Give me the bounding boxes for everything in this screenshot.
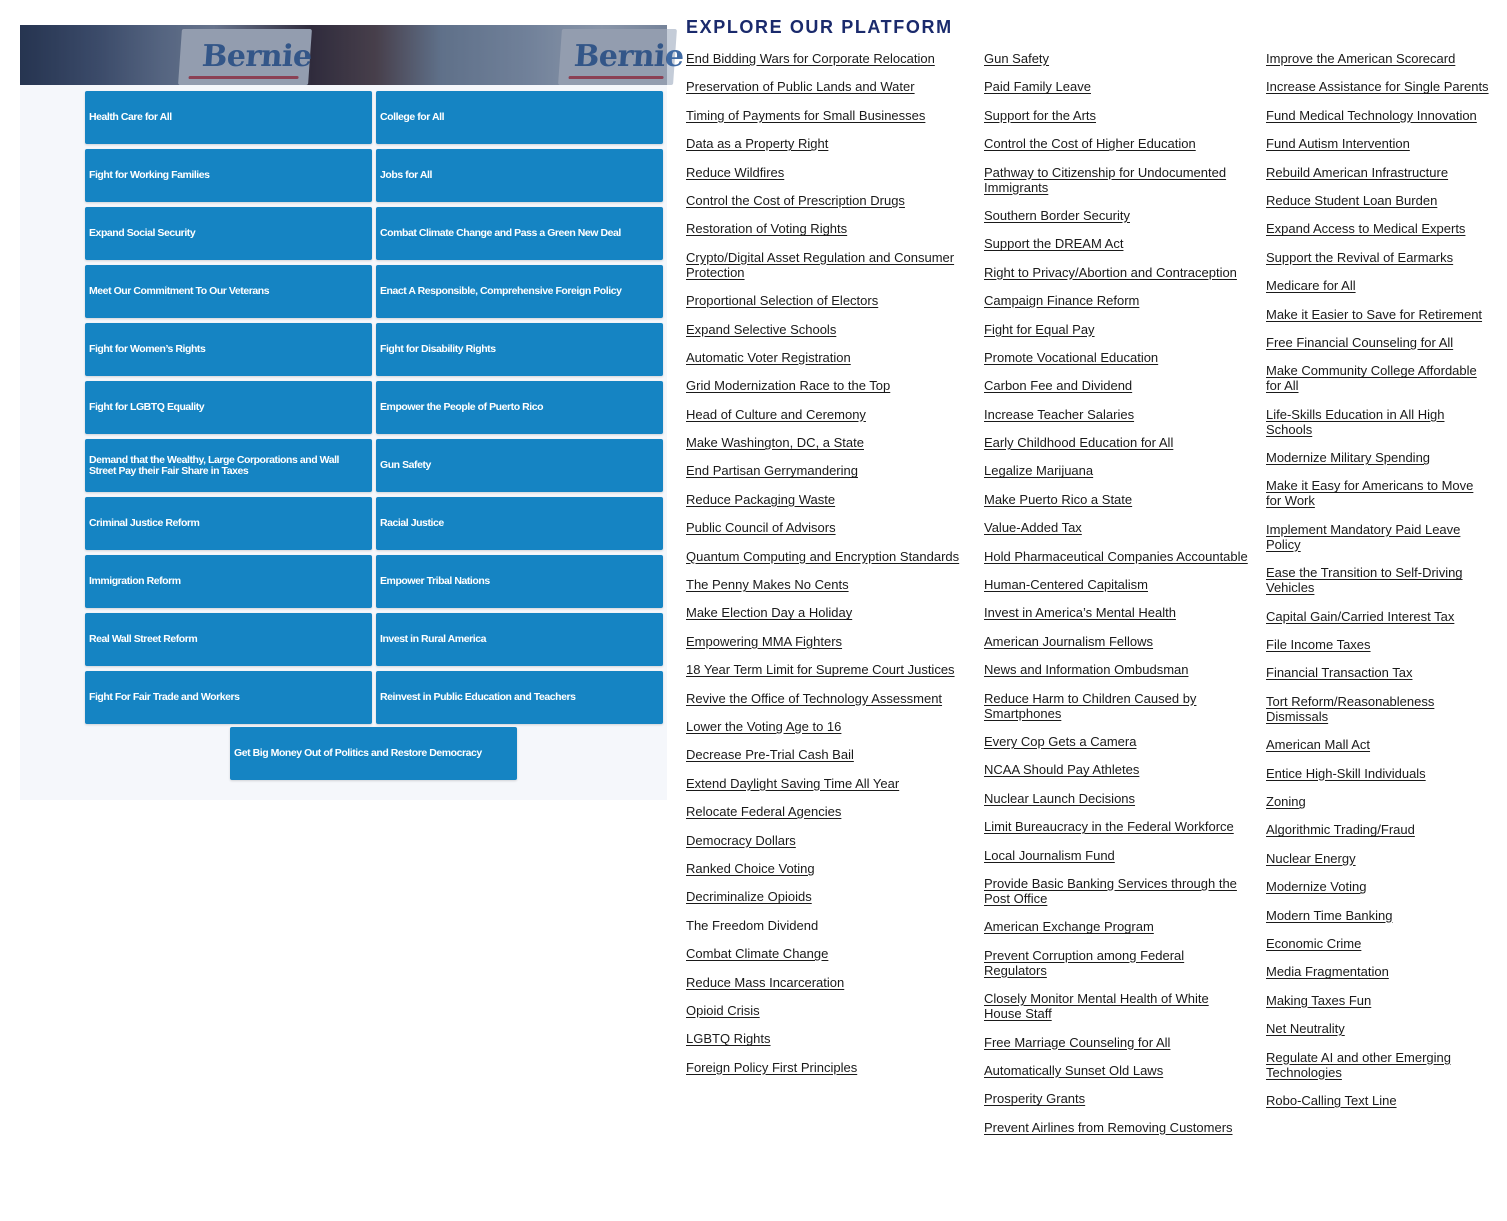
platform-link[interactable]: LGBTQ Rights [686,1031,771,1047]
platform-link[interactable]: Regulate AI and other Emerging Technologies [1266,1049,1452,1080]
platform-link[interactable]: Make it Easier to Save for Retirement [1266,306,1483,322]
platform-link[interactable]: NCAA Should Pay Athletes [984,762,1140,778]
platform-link[interactable]: Public Council of Advisors [686,520,836,536]
platform-link[interactable]: Zoning [1266,793,1306,809]
platform-link[interactable]: Closely Monitor Mental Health of White House Staff [984,991,1209,1022]
platform-link[interactable]: Expand Selective Schools [686,321,837,337]
platform-link[interactable]: Crypto/Digital Asset Regulation and Consumer Protection [686,249,955,280]
platform-link[interactable]: Revive the Office of Technology Assessment [686,690,943,706]
platform-link[interactable]: Life-Skills Education in All High Schools [1266,406,1445,437]
platform-link[interactable]: American Mall Act [1266,737,1371,753]
issue-tile[interactable]: Get Big Money Out of Politics and Restore Democracy [230,727,517,780]
platform-link[interactable]: Grid Modernization Race to the Top [686,378,891,394]
platform-heading: EXPLORE OUR PLATFORM [686,17,953,37]
platform-link[interactable]: Make it Easy for Americans to Move for Work [1266,478,1474,509]
platform-link[interactable]: Reduce Packaging Waste [686,491,836,507]
platform-link[interactable]: Free Financial Counseling for All [1266,334,1454,350]
platform-link[interactable]: Promote Vocational Education [984,349,1159,365]
platform-link[interactable]: Reduce Mass Incarceration [686,974,845,990]
platform-link[interactable]: Pathway to Citizenship for Undocumented Immigrants [984,164,1227,195]
issue-tile-grid [85,91,663,724]
platform-link[interactable]: Make Election Day a Holiday [686,605,853,621]
platform-link[interactable]: Net Neutrality [1266,1021,1345,1037]
issue-tile[interactable]: College for All [376,91,663,144]
sign-text: Bernie [572,39,685,74]
platform-link[interactable]: Ranked Choice Voting [686,860,815,876]
issue-tile[interactable]: Racial Justice [376,497,663,550]
issue-tile[interactable]: Immigration Reform [85,555,372,608]
platform-column-2 [984,51,1249,1148]
platform-link[interactable]: Foreign Policy First Principles [686,1059,858,1075]
issue-tile[interactable]: Enact A Responsible, Comprehensive Foreign Policy [376,265,663,318]
issue-tile[interactable]: Fight For Fair Trade and Workers [85,671,372,724]
issue-tile[interactable]: Real Wall Street Reform [85,613,372,666]
issue-tile[interactable]: Invest in Rural America [376,613,663,666]
platform-link[interactable]: Implement Mandatory Paid Leave Policy [1266,521,1461,552]
platform-link[interactable]: End Bidding Wars for Corporate Relocation [686,51,935,66]
issue-tile[interactable]: Meet Our Commitment To Our Veterans [85,265,372,318]
issue-tile[interactable]: Reinvest in Public Education and Teachers [376,671,663,724]
platform-link[interactable]: Human-Centered Capitalism [984,577,1149,593]
issue-tile[interactable]: Fight for LGBTQ Equality [85,381,372,434]
platform-link[interactable]: Preservation of Public Lands and Water [686,79,915,95]
platform-link[interactable]: Expand Access to Medical Experts [1266,221,1466,237]
issues-panel [20,25,685,800]
platform-link[interactable]: Making Taxes Fun [1266,992,1372,1008]
platform-link[interactable]: Invest in America’s Mental Health [984,605,1176,621]
platform-link[interactable]: Head of Culture and Ceremony [686,406,866,422]
platform-link[interactable]: Nuclear Energy [1266,850,1356,866]
platform-link[interactable]: Financial Transaction Tax [1266,665,1413,681]
issue-tile[interactable]: Fight for Disability Rights [376,323,663,376]
platform-link[interactable]: Quantum Computing and Encryption Standards [686,548,960,564]
platform-link[interactable]: Automatically Sunset Old Laws [984,1062,1164,1078]
platform-link[interactable]: Fight for Equal Pay [984,321,1095,337]
platform-link[interactable]: Opioid Crisis [686,1002,760,1018]
platform-link[interactable]: Hold Pharmaceutical Companies Accountable [984,548,1248,564]
platform-link[interactable]: Limit Bureaucracy in the Federal Workforce [984,819,1234,835]
platform-link[interactable]: Improve the American Scorecard [1266,51,1456,66]
platform-link[interactable]: Increase Teacher Salaries [984,406,1135,422]
platform-link[interactable]: Data as a Property Right [686,136,829,152]
platform-link[interactable]: Modernize Military Spending [1266,450,1431,466]
platform-link[interactable]: Combat Climate Change [686,946,829,962]
platform-link[interactable]: Fund Autism Intervention [1266,136,1410,152]
platform-link[interactable]: American Journalism Fellows [984,633,1154,649]
issue-tile[interactable]: Jobs for All [376,149,663,202]
platform-link[interactable]: Entice High-Skill Individuals [1266,765,1426,781]
platform-link[interactable]: Timing of Payments for Small Businesses [686,107,926,123]
platform-link[interactable]: Nuclear Launch Decisions [984,790,1136,806]
platform-link[interactable]: Prevent Corruption among Federal Regulators [984,947,1185,978]
hero-image [20,25,685,85]
issue-tile[interactable]: Demand that the Wealthy, Large Corporations and Wall Street Pay their Fair Share in Taxes [85,439,372,492]
issue-tile[interactable]: Health Care for All [85,91,372,144]
platform-link[interactable]: Proportional Selection of Electors [686,293,879,309]
platform-link[interactable]: Local Journalism Fund [984,847,1115,863]
issue-tile[interactable]: Empower the People of Puerto Rico [376,381,663,434]
sign-text: Bernie [200,39,313,74]
issue-tile[interactable]: Expand Social Security [85,207,372,260]
issue-tile[interactable]: Combat Climate Change and Pass a Green New Deal [376,207,663,260]
platform-link[interactable]: Control the Cost of Higher Education [984,136,1196,152]
issue-tile[interactable]: Empower Tribal Nations [376,555,663,608]
platform-link[interactable]: Decrease Pre-Trial Cash Bail [686,747,854,763]
platform-link[interactable]: Extend Daylight Saving Time All Year [686,775,900,791]
platform-link[interactable]: Prevent Airlines from Removing Customers [984,1119,1233,1135]
platform-link[interactable]: Free Marriage Counseling for All [984,1034,1171,1050]
platform-link[interactable]: Carbon Fee and Dividend [984,378,1133,394]
platform-link[interactable]: Support the Revival of Earmarks [1266,249,1454,265]
platform-text: The Freedom Dividend [686,917,819,933]
platform-link[interactable]: Decriminalize Opioids [686,889,812,905]
hero-overlay [20,25,667,85]
platform-link[interactable]: Lower the Voting Age to 16 [686,718,842,734]
issue-tile[interactable]: Gun Safety [376,439,663,492]
platform-link[interactable]: Restoration of Voting Rights [686,221,848,237]
platform-link[interactable]: Paid Family Leave [984,79,1091,95]
platform-link[interactable]: Support for the Arts [984,107,1097,123]
platform-link[interactable]: Automatic Voter Registration [686,349,851,365]
platform-link[interactable]: File Income Taxes [1266,637,1371,653]
platform-link[interactable]: Democracy Dollars [686,832,796,848]
platform-link[interactable]: Make Community College Affordable for All [1266,363,1477,394]
platform-column-3 [1266,51,1491,1121]
platform-link[interactable]: Southern Border Security [984,207,1130,223]
platform-link[interactable]: Empowering MMA Fighters [686,633,843,649]
platform-column-1 [686,51,966,1088]
platform-link[interactable]: Provide Basic Banking Services through the Post Office [984,875,1237,906]
platform-link[interactable]: Early Childhood Education for All [984,435,1174,451]
issue-tile[interactable]: Criminal Justice Reform [85,497,372,550]
platform-link[interactable]: Reduce Wildfires [686,164,785,180]
platform-link[interactable]: Legalize Marijuana [984,463,1094,479]
platform-link[interactable]: Economic Crime [1266,935,1362,951]
platform-link[interactable]: Make Washington, DC, a State [686,435,864,451]
platform-link[interactable]: Rebuild American Infrastructure [1266,164,1449,180]
platform-link[interactable]: The Penny Makes No Cents [686,577,849,593]
issue-tile[interactable]: Fight for Working Families [85,149,372,202]
platform-link[interactable]: News and Information Ombudsman [984,662,1189,678]
platform-link[interactable]: Reduce Harm to Children Caused by Smartphones [984,690,1197,721]
platform-link[interactable]: Tort Reform/Reasonableness Dismissals [1266,693,1435,724]
platform-link[interactable]: Prosperity Grants [984,1091,1086,1107]
platform-link[interactable]: Value-Added Tax [984,520,1082,536]
platform-link[interactable]: 18 Year Term Limit for Supreme Court Justices [686,662,955,678]
platform-link[interactable]: Gun Safety [984,51,1050,66]
platform-link[interactable]: Modernize Voting [1266,879,1367,895]
platform-link[interactable]: Right to Privacy/Abortion and Contraception [984,264,1237,280]
platform-link[interactable]: End Partisan Gerrymandering [686,463,858,479]
platform-link[interactable]: Reduce Student Loan Burden [1266,192,1438,208]
platform-link[interactable]: Capital Gain/Carried Interest Tax [1266,608,1455,624]
platform-link[interactable]: Every Cop Gets a Camera [984,733,1137,749]
platform-link[interactable]: Algorithmic Trading/Fraud [1266,822,1415,838]
platform-link[interactable]: Robo-Calling Text Line [1266,1092,1397,1108]
platform-link[interactable]: Campaign Finance Reform [984,293,1140,309]
platform-link[interactable]: Support the DREAM Act [984,236,1124,252]
platform-link[interactable]: Relocate Federal Agencies [686,804,842,820]
platform-link[interactable]: American Exchange Program [984,919,1154,935]
platform-link[interactable]: Control the Cost of Prescription Drugs [686,192,905,208]
platform-link[interactable]: Modern Time Banking [1266,907,1393,923]
platform-link[interactable]: Ease the Transition to Self-Driving Vehicles [1266,565,1463,596]
platform-link[interactable]: Make Puerto Rico a State [984,491,1133,507]
issue-tile[interactable]: Fight for Women’s Rights [85,323,372,376]
platform-link[interactable]: Medicare for All [1266,278,1356,294]
platform-link[interactable]: Media Fragmentation [1266,964,1389,980]
platform-link[interactable]: Increase Assistance for Single Parents [1266,79,1489,95]
platform-link[interactable]: Fund Medical Technology Innovation [1266,107,1477,123]
